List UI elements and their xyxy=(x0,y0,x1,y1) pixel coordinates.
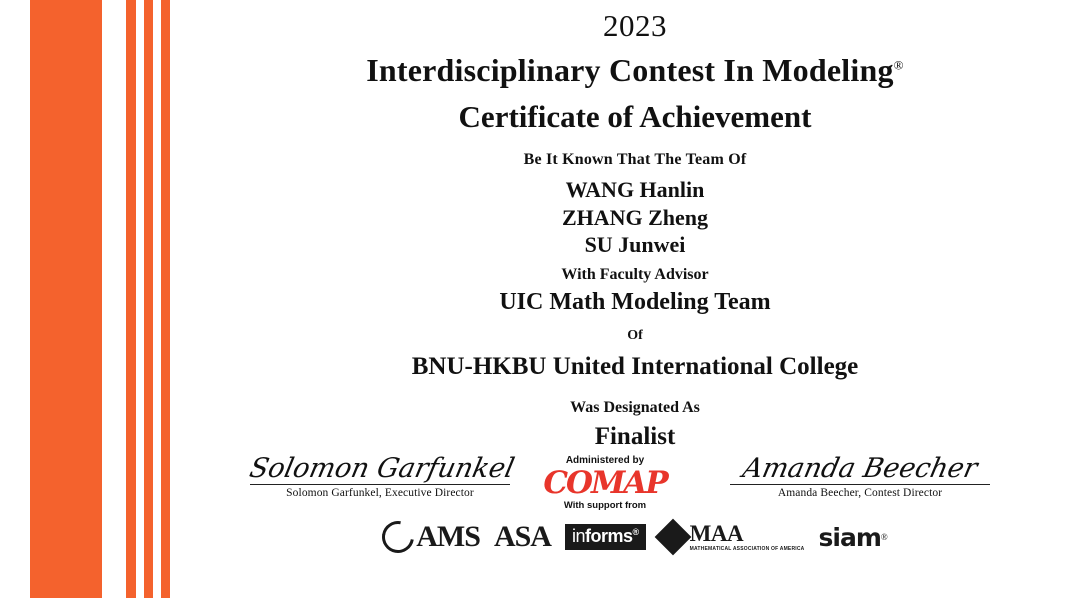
signature-mark-contest-director: Amanda Beecher xyxy=(739,453,981,484)
signature-block-contest-director xyxy=(730,455,990,499)
orange-bar-thin-1 xyxy=(126,0,136,598)
signature-rule xyxy=(250,484,510,485)
orange-bar-thin-3 xyxy=(161,0,170,598)
of-label: Of xyxy=(627,327,643,343)
with-support-from-label: With support from xyxy=(563,500,647,511)
maa-diamond-icon xyxy=(654,519,691,556)
signature-block-executive-director xyxy=(246,453,518,499)
asa-label: ASA xyxy=(493,520,551,553)
comap-logo-icon: COMAP xyxy=(543,465,667,501)
asa-logo-icon xyxy=(494,520,551,554)
advisor-name: UIC Math Modeling Team xyxy=(499,288,771,315)
signature-name-contest-director: Amanda Beecher, Contest Director xyxy=(777,487,943,499)
ams-swirl-icon xyxy=(376,515,421,560)
administered-by-label: Administered by xyxy=(565,455,645,466)
institution-name: BNU-HKBU United International College xyxy=(411,352,859,380)
team-member: WANG Hanlin xyxy=(565,177,705,202)
informs-label-in: in xyxy=(571,526,585,546)
advisor-label: With Faculty Advisor xyxy=(561,265,709,283)
certificate-title: Certificate of Achievement xyxy=(458,99,812,134)
contest-title xyxy=(190,52,1080,89)
maa-label: MAA xyxy=(689,521,744,546)
orange-bar-wide xyxy=(30,0,102,598)
team-intro-label: Be It Known That The Team Of xyxy=(523,151,747,168)
registered-mark-icon: ® xyxy=(893,57,904,73)
maa-logo-icon xyxy=(660,520,805,554)
orange-bar-thin-2 xyxy=(144,0,153,598)
siam-registered-mark-icon: ® xyxy=(880,532,888,542)
maa-subtitle: MATHEMATICAL ASSOCIATION OF AMERICA xyxy=(689,546,805,552)
siam-label: siam xyxy=(818,522,881,552)
team-member: ZHANG Zheng xyxy=(561,204,709,230)
ams-logo-icon xyxy=(382,520,480,554)
signature-mark-executive-director: Solomon Garfunkel xyxy=(246,453,518,484)
siam-logo-icon xyxy=(819,520,888,554)
signature-rule xyxy=(730,484,990,485)
team-member: SU Junwei xyxy=(584,232,686,258)
team-members-list xyxy=(190,177,1080,258)
contest-year: 2023 xyxy=(603,8,667,43)
informs-registered-mark-icon: ® xyxy=(632,527,639,537)
ams-label: AMS xyxy=(416,520,480,553)
designation-label: Was Designated As xyxy=(570,398,700,416)
informs-label-forms: forms xyxy=(584,526,633,546)
sponsor-logo-row xyxy=(190,516,1080,558)
signature-name-executive-director: Solomon Garfunkel, Executive Director xyxy=(286,487,474,499)
informs-logo-icon xyxy=(565,520,646,554)
award-designation: Finalist xyxy=(594,422,676,450)
contest-title-text: Interdisciplinary Contest In Modeling xyxy=(366,52,894,88)
left-decoration xyxy=(0,0,190,598)
comap-block xyxy=(520,455,690,511)
